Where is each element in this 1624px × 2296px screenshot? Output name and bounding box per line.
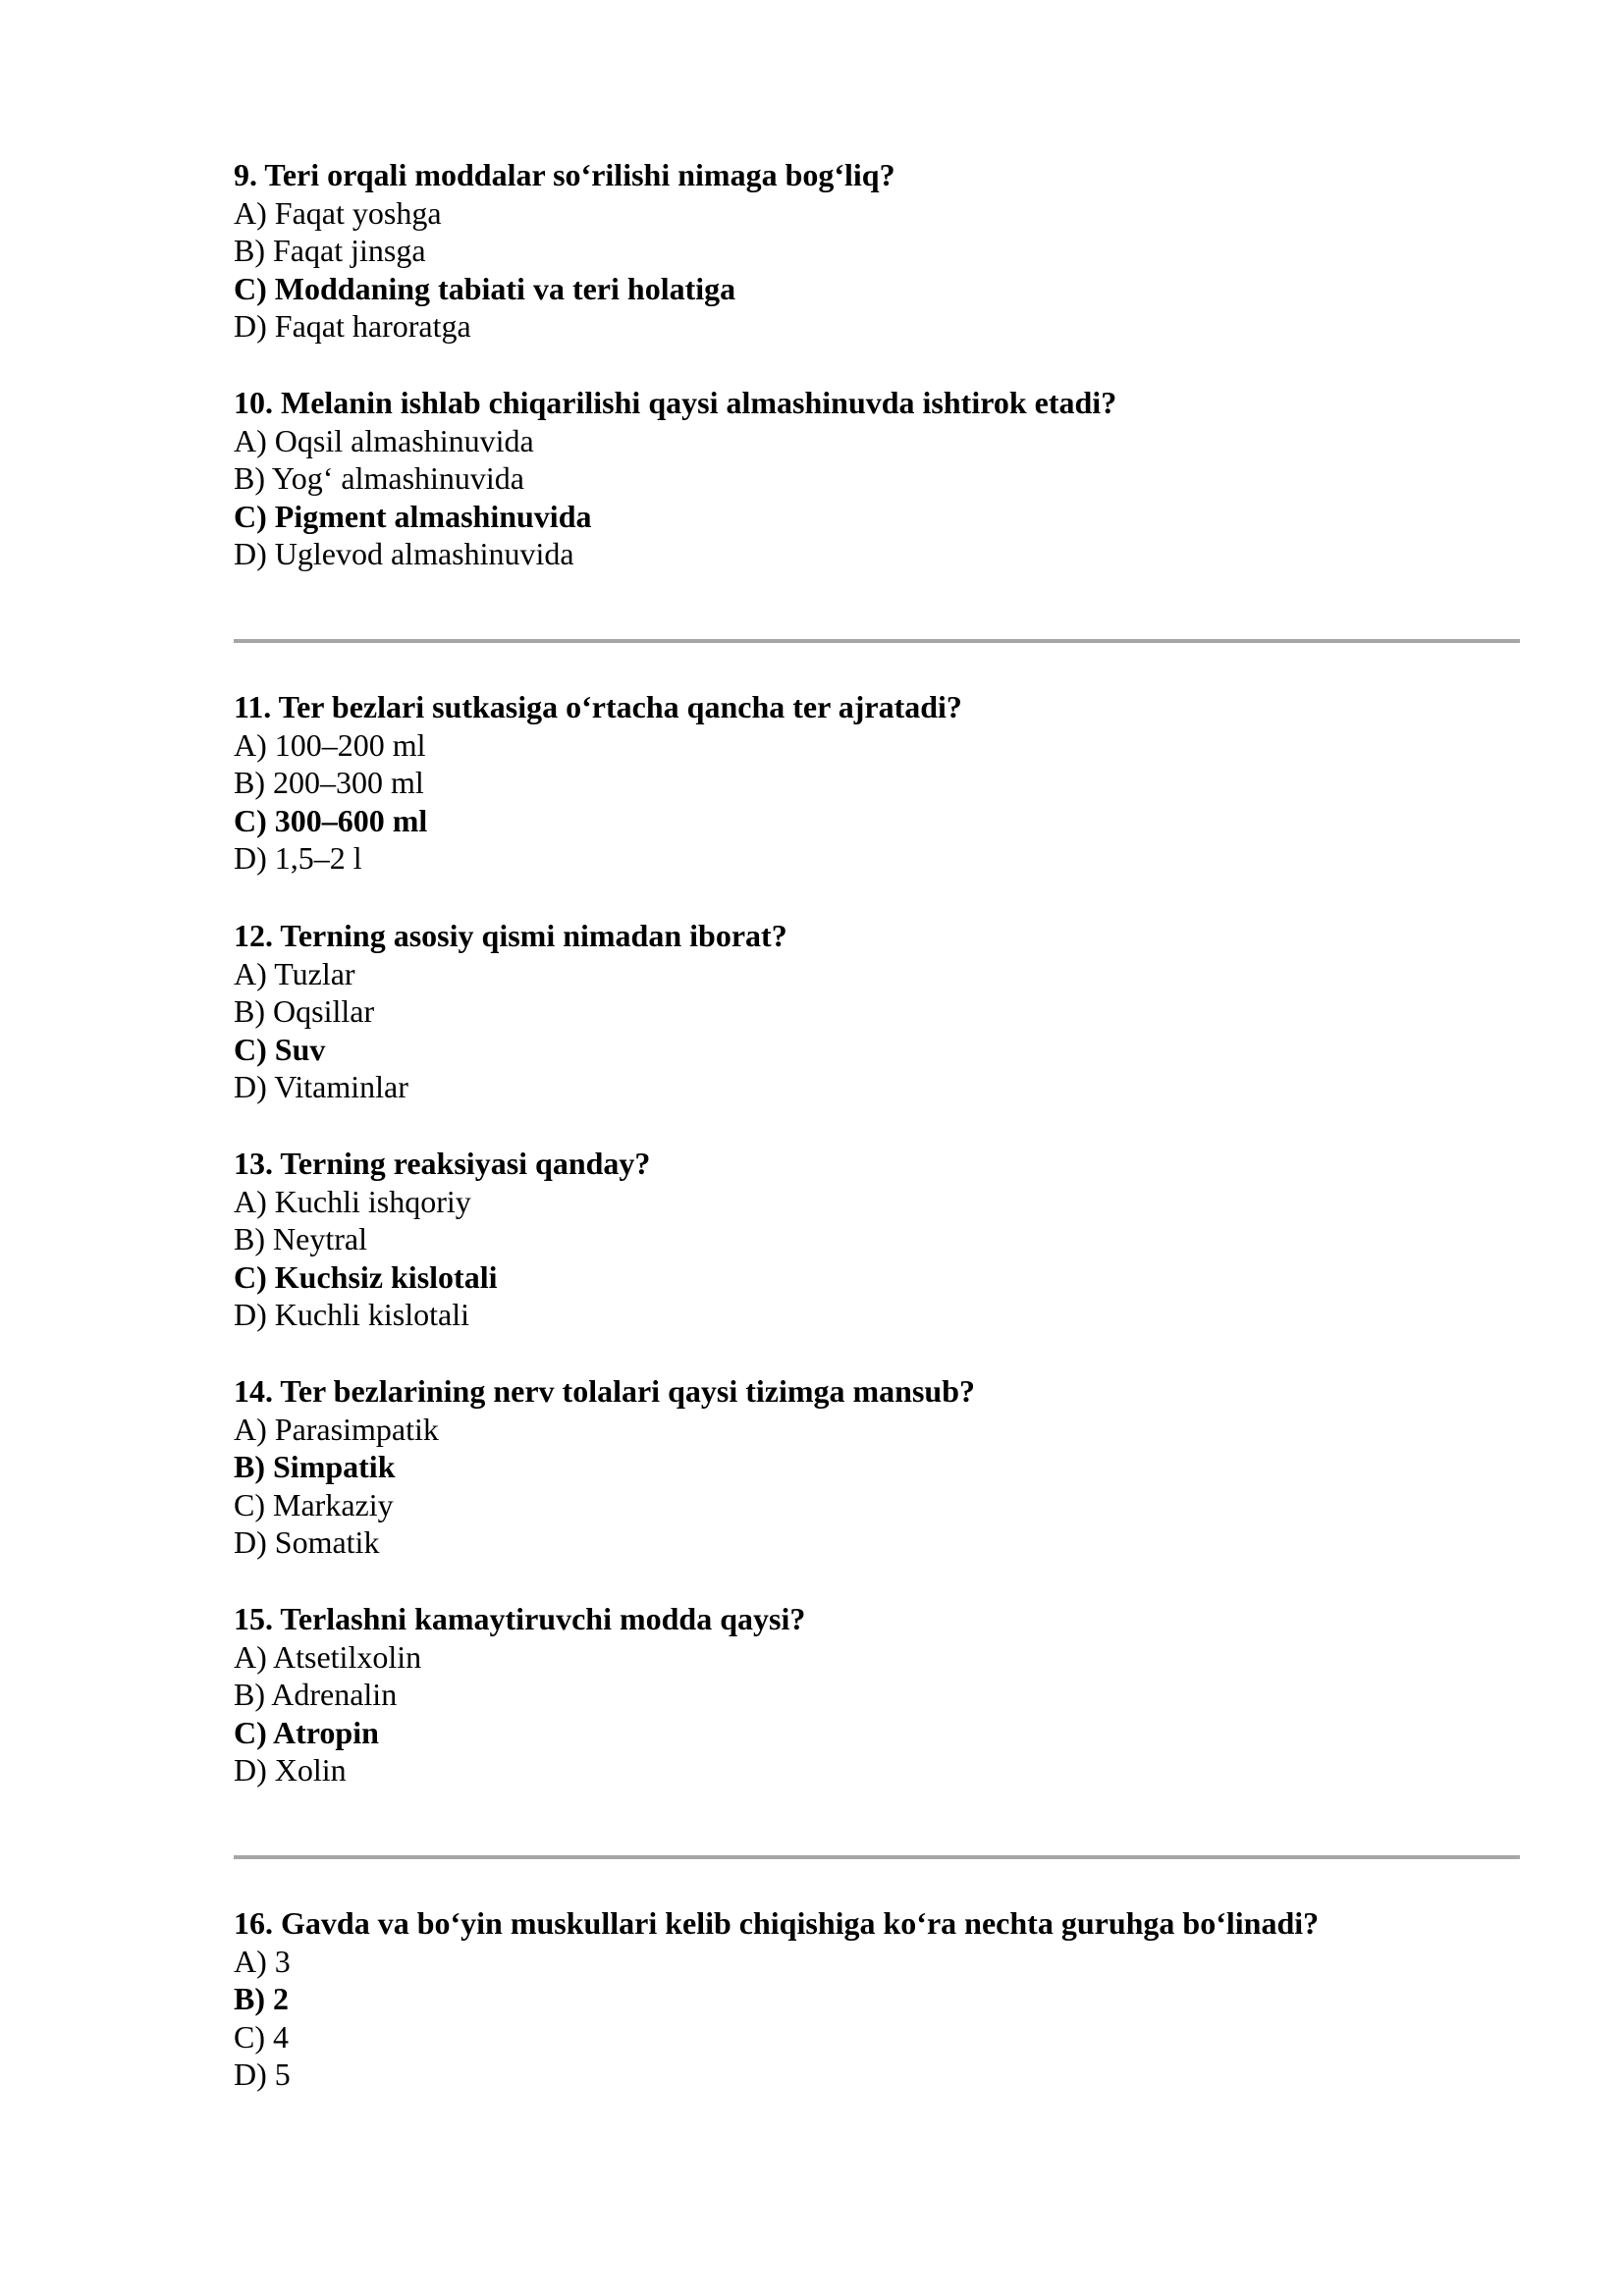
question-10: [234, 384, 1520, 573]
option-a: A) Parasimpatik: [234, 1411, 439, 1447]
option-c-correct: C) Kuchsiz kislotali: [234, 1258, 498, 1295]
option-c-correct: C) Atropin: [234, 1714, 379, 1750]
option-d: D) Faqat haroratga: [234, 308, 471, 344]
option-b: B) Faqat jinsga: [234, 233, 426, 268]
option-b-correct: B) 2: [234, 1981, 289, 2016]
question-16: [234, 1904, 1520, 2094]
option-b-correct: B) Simpatik: [234, 1449, 396, 1484]
option-c: C) 4: [234, 2018, 289, 2055]
option-d: D) Somatik: [234, 1524, 380, 1560]
option-d: D) Xolin: [234, 1752, 347, 1788]
option-c-correct: C) 300–600 ml: [234, 802, 428, 838]
question-title: 13. Terning reaksiyasi qanday?: [234, 1146, 651, 1181]
option-b: B) 200–300 ml: [234, 765, 424, 800]
question-title: 10. Melanin ishlab chiqarilishi qaysi almashinuvda ishtirok etadi?: [234, 385, 1117, 420]
question-15: [234, 1600, 1520, 1789]
option-b: B) Oqsillar: [234, 993, 375, 1029]
option-a: A) Oqsil almashinuvida: [234, 422, 534, 458]
option-d: D) 1,5–2 l: [234, 840, 362, 876]
option-a: A) Kuchli ishqoriy: [234, 1183, 471, 1219]
question-title: 9. Teri orqali moddalar so‘rilishi nimaga bog‘liq?: [234, 157, 895, 192]
option-a: A) Atsetilxolin: [234, 1638, 422, 1675]
option-d: D) Uglevod almashinuvida: [234, 536, 574, 571]
option-c-correct: C) Moddaning tabiati va teri holatiga: [234, 270, 736, 306]
option-b: B) Neytral: [234, 1221, 367, 1256]
option-d: D) Kuchli kislotali: [234, 1297, 469, 1332]
question-9: [234, 156, 1520, 346]
section-divider: [234, 1855, 1520, 1859]
section-divider: [234, 639, 1520, 643]
option-c-correct: C) Pigment almashinuvida: [234, 498, 592, 534]
option-a: A) 100–200 ml: [234, 726, 426, 763]
option-c: C) Markaziy: [234, 1486, 394, 1522]
option-b: B) Adrenalin: [234, 1677, 398, 1712]
question-14: [234, 1372, 1520, 1562]
option-a: A) 3: [234, 1943, 291, 1979]
option-a: A) Tuzlar: [234, 955, 355, 991]
option-d: D) 5: [234, 2056, 291, 2092]
question-title: 15. Terlashni kamaytiruvchi modda qaysi?: [234, 1601, 806, 1636]
option-c-correct: C) Suv: [234, 1031, 326, 1067]
question-13: [234, 1145, 1520, 1334]
question-title: 11. Ter bezlari sutkasiga o‘rtacha qancha ter ajratadi?: [234, 689, 962, 724]
question-12: [234, 917, 1520, 1106]
option-a: A) Faqat yoshga: [234, 194, 442, 231]
question-title: 14. Ter bezlarining nerv tolalari qaysi tizimga mansub?: [234, 1373, 975, 1409]
question-title: 12. Terning asosiy qismi nimadan iborat?: [234, 918, 787, 953]
question-title: 16. Gavda va bo‘yin muskullari kelib chiqishiga ko‘ra nechta guruhga bo‘linadi?: [234, 1905, 1320, 1941]
question-11: [234, 688, 1520, 878]
option-b: B) Yog‘ almashinuvida: [234, 460, 524, 496]
option-d: D) Vitaminlar: [234, 1069, 408, 1104]
